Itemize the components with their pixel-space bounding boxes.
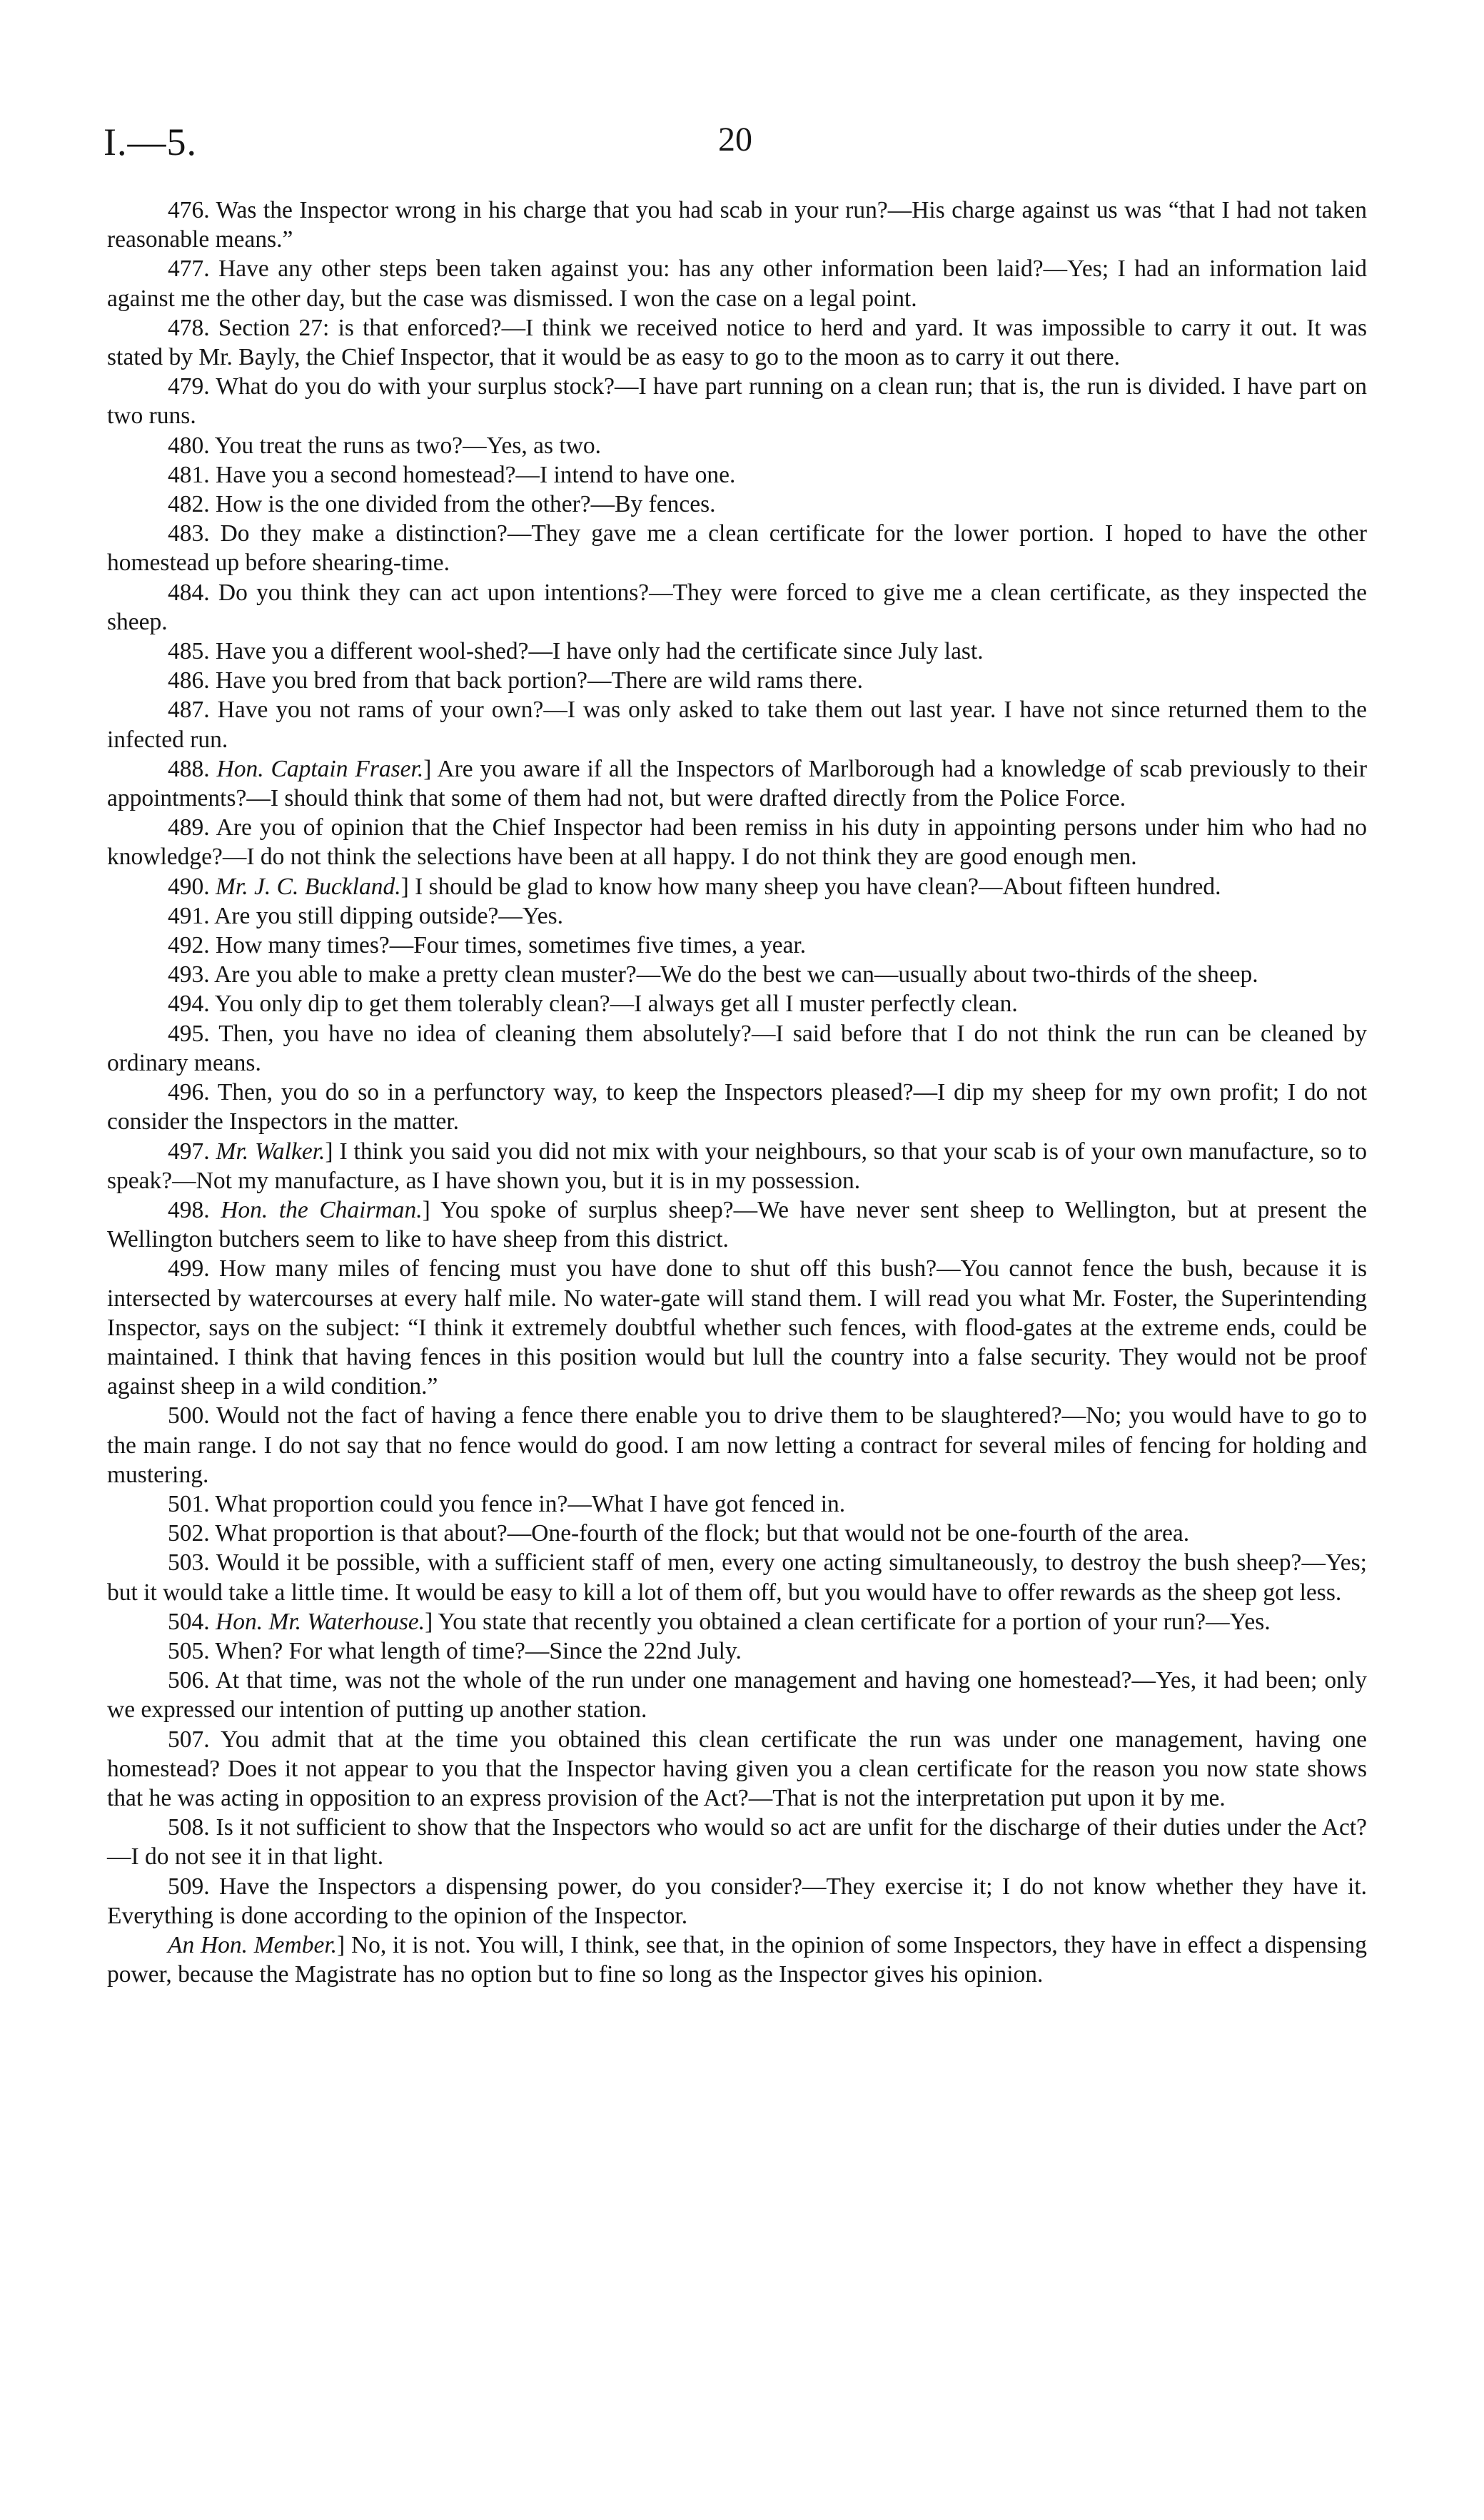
answer-text: —I dip my sheep for my own profit; I do not consider the Inspectors in the matter. (107, 1079, 1368, 1135)
evidence-paragraph (107, 901, 1367, 931)
question-number: 490. (168, 873, 216, 900)
speaker-name: Hon. Captain Fraser. (216, 755, 424, 782)
evidence-paragraph (107, 1725, 1367, 1813)
answer-text: —I think we received notice to herd and yard. It was impossible to carry it out. It was stated by Mr. Bayly, the Chief Inspector, that it would be as easy to go to the moon as to carry it out there. (107, 314, 1367, 371)
answer-text: —Yes; I had an information laid against me the other day, but the case was dismissed. I won the case on a legal point. (107, 255, 1368, 312)
evidence-paragraph (107, 519, 1367, 577)
answer-text: —Not my manufacture, as I have shown you, but it is in my possession. (172, 1167, 861, 1194)
answer-text: —Yes; but it would take a little time. It would be easy to kill a lot of them off, but you would have to offer rewards as the sheep got less. (107, 1549, 1367, 1606)
question-text: 480. You treat the runs as two? (168, 432, 463, 459)
answer-text: —I do not think the selections have been at all happy. I do not think they are good enough men. (222, 844, 1137, 871)
question-text: 477. Have any other steps been taken against you: has any other information been laid? (168, 255, 1044, 283)
question-text: 484. Do you think they can act upon intentions? (168, 579, 650, 606)
question-number: 498. (168, 1196, 221, 1223)
question-text: 491. Are you still dipping outside? (168, 902, 499, 929)
evidence-paragraph (107, 1195, 1367, 1254)
question-text: 487. Have you not rams of your own? (168, 697, 544, 724)
evidence-paragraph (107, 1872, 1367, 1931)
evidence-paragraph (107, 872, 1367, 901)
evidence-paragraph (107, 960, 1367, 989)
question-number: 504. (168, 1608, 216, 1635)
evidence-paragraph (107, 931, 1367, 960)
speaker-name: An Hon. Member. (168, 1931, 338, 1958)
evidence-paragraph (107, 1636, 1367, 1666)
question-text: 506. At that time, was not the whole of the run under one management and having one homestead? (168, 1667, 1132, 1694)
evidence-paragraph (107, 1519, 1367, 1548)
question-text: 503. Would it be possible, with a sufficient staff of men, every one acting simultaneously, to destroy the bush sheep? (168, 1549, 1302, 1577)
question-text: 486. Have you bred from that back portion? (168, 667, 587, 694)
answer-text: —Yes, it had been; only we expressed our intention of putting up another station. (107, 1667, 1367, 1724)
evidence-paragraph (107, 431, 1367, 460)
evidence-paragraph (107, 1548, 1367, 1606)
question-text: 501. What proportion could you fence in? (168, 1490, 568, 1517)
page-header (104, 120, 1367, 177)
speaker-name: Mr. J. C. Buckland. (216, 873, 401, 900)
answer-text: —Yes, as two. (463, 432, 602, 459)
question-text: 476. Was the Inspector wrong in his charge that you had scab in your run? (168, 197, 888, 223)
question-text: 507. You admit that at the time you obtained this clean certificate the run was under one management, having one homestead? Does it not appear to you that the Inspector having given you a clean certificate for the reason you now state shows that he was acting in opposition to an express provision of the Act? (107, 1726, 1367, 1811)
question-text: 494. You only dip to get them tolerably clean? (168, 991, 610, 1018)
question-text: 502. What proportion is that about? (168, 1520, 508, 1547)
answer-text: —I always get all I muster perfectly clean. (610, 991, 1018, 1018)
question-text: 509. Have the Inspectors a dispensing power, do you consider? (168, 1873, 802, 1900)
evidence-paragraph (107, 1019, 1367, 1078)
evidence-text (107, 196, 1367, 1989)
page-number: 20 (718, 121, 752, 158)
answer-text: —Since the 22nd July. (525, 1637, 742, 1664)
evidence-paragraph (107, 254, 1367, 313)
question-text: 483. Do they make a distinction? (168, 520, 508, 547)
evidence-paragraph (107, 813, 1367, 871)
question-text: 508. Is it not sufficient to show that the Inspectors who would so act are unfit for the discharge of their duties under the Act? (168, 1814, 1367, 1841)
answer-text: —I do not see it in that light. (107, 1843, 384, 1871)
question-text: 492. How many times? (168, 932, 390, 959)
evidence-paragraph (107, 196, 1367, 254)
answer-text: —Yes. (1206, 1608, 1271, 1635)
answer-text: —They exercise it; I do not know whether they have it. Everything is done according to the opinion of the Inspector. (107, 1873, 1367, 1929)
question-number: 497. (168, 1138, 216, 1165)
answer-text: —No; you would have to go to the main range. I do not say that no fence would do good. I am now letting a contract for several miles of fencing for holding and mustering. (107, 1402, 1368, 1488)
answer-text: —About fifteen hundred. (978, 873, 1221, 900)
answer-text: —We have never sent sheep to Wellington, but at present the Wellington butchers seem to like to have sheep from this district. (107, 1196, 1368, 1253)
evidence-paragraph (107, 1607, 1367, 1636)
answer-text: —His charge against us was “that I had not taken reasonable means.” (107, 197, 1367, 253)
answer-text: —What I have got fenced in. (567, 1490, 846, 1517)
evidence-paragraph (107, 989, 1367, 1018)
question-text: 489. Are you of opinion that the Chief Inspector had been remiss in his duty in appointing persons under him who had no knowledge? (107, 814, 1367, 871)
evidence-paragraph (107, 1931, 1367, 1989)
evidence-paragraph (107, 1254, 1367, 1401)
question-text: 493. Are you able to make a pretty clean muster? (168, 961, 637, 988)
answer-text: —We do the best we can—usually about two-thirds of the sheep. (636, 961, 1258, 988)
evidence-paragraph (107, 460, 1367, 490)
speaker-name: Hon. the Chairman. (221, 1196, 423, 1223)
evidence-paragraph (107, 637, 1367, 666)
question-text: 495. Then, you have no idea of cleaning them absolutely? (168, 1020, 752, 1047)
evidence-paragraph (107, 1489, 1367, 1519)
answer-text: —You cannot fence the bush, because it is intersected by watercourses at every half mile. No water-gate will stand them. I will read you what Mr. Foster, the Superintending Inspector, says on the subject: “I think it extremely doubtful whether such fences, with flood-gates at the extreme ends, could be maintained. I think that having fences in this position would but lull the country into a false security. They would not be proof against sheep in a wild condition.” (107, 1255, 1367, 1400)
answer-text: —I have only had the certificate since July last. (528, 638, 984, 665)
question-text: 482. How is the one divided from the other? (168, 491, 591, 518)
question-number: 488. (168, 755, 217, 782)
evidence-paragraph (107, 1813, 1367, 1871)
evidence-paragraph (107, 754, 1367, 813)
question-text: ] I think you said you did not mix with your neighbours, so that your scab is of your own manufacture, so to speak? (107, 1138, 1367, 1194)
question-text: 499. How many miles of fencing must you have done to shut off this bush? (168, 1255, 937, 1282)
evidence-paragraph (107, 1666, 1367, 1724)
evidence-paragraph (107, 578, 1367, 637)
answer-text: —I intend to have one. (515, 461, 736, 488)
evidence-paragraph (107, 372, 1367, 430)
speaker-name: Hon. Mr. Waterhouse. (216, 1608, 425, 1635)
question-text: 505. When? For what length of time? (168, 1637, 525, 1664)
evidence-paragraph (107, 695, 1367, 754)
evidence-paragraph (107, 666, 1367, 695)
question-text: 500. Would not the fact of having a fence there enable you to drive them to be slaughtered? (168, 1402, 1062, 1429)
answer-text: —They gave me a clean certificate for the lower portion. I hoped to have the other homestead up before shearing-time. (107, 520, 1367, 577)
answer-text: —There are wild rams there. (587, 667, 863, 694)
answer-text: —I should think that some of them had not, but were drafted directly from the Police Force. (246, 785, 1126, 812)
answer-text: —That is not the interpretation put upon it by me. (748, 1784, 1226, 1811)
evidence-paragraph (107, 1137, 1367, 1195)
speaker-name: Mr. Walker. (216, 1138, 325, 1165)
paper-reference: I.—5. (104, 121, 197, 163)
answer-text: —By fences. (590, 491, 716, 518)
answer-text: —I was only asked to take them out last year. I have not since returned them to the infected run. (107, 697, 1367, 753)
question-text: 496. Then, you do so in a perfunctory way, to keep the Inspectors pleased? (168, 1079, 914, 1106)
question-text: ] You spoke of surplus sheep? (422, 1196, 734, 1223)
evidence-paragraph (107, 1401, 1367, 1489)
question-text: 481. Have you a second homestead? (168, 461, 516, 488)
answer-text: —One-fourth of the flock; but that would not be one-fourth of the area. (507, 1520, 1190, 1547)
answer-text: —I have part running on a clean run; that is, the run is divided. I have part on two runs. (107, 373, 1367, 430)
question-text: ] Are you aware if all the Inspectors of Marlborough had a knowledge of scab previously to their appointments? (107, 755, 1367, 812)
answer-text: —I said before that I do not think the run can be cleaned by ordinary means. (107, 1020, 1368, 1076)
evidence-paragraph (107, 313, 1367, 372)
question-text: ] No, it is not. You will, I think, see that, in the opinion of some Inspectors, they have in effect a dispensing power, because the Magistrate has no option but to fine so long as the Inspector gives his opinion. (107, 1931, 1367, 1988)
evidence-paragraph (107, 1078, 1367, 1136)
question-text: ] I should be glad to know how many sheep you have clean? (400, 873, 979, 900)
question-text: 485. Have you a different wool-shed? (168, 638, 529, 665)
question-text: ] You state that recently you obtained a clean certificate for a portion of your run? (425, 1608, 1206, 1635)
question-text: 479. What do you do with your surplus stock? (168, 373, 615, 400)
evidence-paragraph (107, 490, 1367, 519)
answer-text: —They were forced to give me a clean certificate, as they inspected the sheep. (107, 579, 1368, 635)
answer-text: —Yes. (498, 902, 564, 929)
question-text: 478. Section 27: is that enforced? (168, 314, 502, 341)
answer-text: —Four times, sometimes five times, a year. (389, 932, 807, 959)
